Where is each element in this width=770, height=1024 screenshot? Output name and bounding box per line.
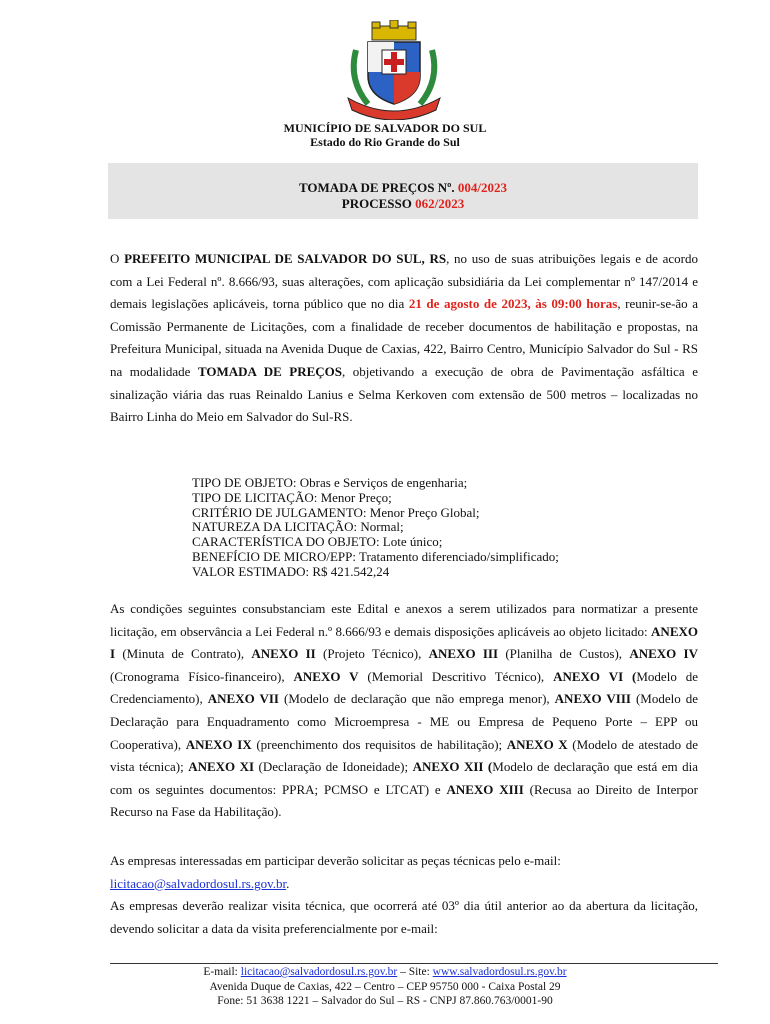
- technical-parts-paragraph: [110, 850, 698, 940]
- annex-description: (Planilha de Custos),: [498, 646, 630, 662]
- spec-judgement-criterion: CRITÉRIO DE JULGAMENTO: Menor Preço Global;: [192, 504, 480, 520]
- text-run: As condições seguintes consubstanciam este Edital e anexos a serem utilizados para normatizar a presente licitação, em observância a Lei Federal n.º 8.666/93 e demais disposições aplicáveis ao objeto licitado:: [110, 601, 698, 639]
- text-run: , no uso de suas atribuições legais e de acordo com a Lei Federal nº. 8.666/93, suas alterações, com aplicação subsidiária da Lei complementar nº 147/2014 e demais legislações aplicáveis, torna público que no dia: [110, 251, 699, 312]
- process-number: 062/2023: [415, 196, 465, 211]
- annex-label: ANEXO XIII: [446, 781, 524, 797]
- annex-label: ANEXO II: [251, 646, 316, 662]
- footer-phone: Fone: 51 3638 1221 – Salvador do Sul – RS - CNPJ 87.860.763/0001-90: [217, 995, 553, 1007]
- text-run: O: [110, 251, 125, 266]
- footer-email-label: E-mail:: [203, 966, 241, 978]
- tender-specifications: [192, 476, 692, 580]
- municipal-coat-of-arms: [338, 20, 450, 120]
- annex-label: ANEXO VII: [207, 691, 279, 707]
- annex-description: (Cronograma Físico-financeiro),: [110, 668, 294, 684]
- annex-label: ANEXO VIII: [554, 691, 631, 707]
- annex-description: (Projeto Técnico),: [315, 646, 429, 662]
- spec-object-characteristic: CARACTERÍSTICA DO OBJETO: Lote único;: [192, 534, 443, 550]
- spec-micro-epp-benefit: BENEFÍCIO DE MICRO/EPP: Tratamento diferenciado/simplificado;: [192, 548, 559, 564]
- footer-address: Avenida Duque de Caxias, 422 – Centro – CEP 95750 000 - Caixa Postal 29: [209, 981, 561, 993]
- bidding-email-link[interactable]: licitacao@salvadordosul.rs.gov.br: [110, 875, 287, 891]
- technical-parts-line: As empresas interessadas em participar deverão solicitar as peças técnicas pelo e-mail:: [110, 853, 561, 868]
- annex-description: (preenchimento dos requisitos de habilitação);: [251, 736, 507, 752]
- annex-label: ANEXO V: [293, 668, 359, 684]
- annex-description: (Declaração de Idoneidade);: [254, 759, 413, 775]
- site-visit-line: As empresas deverão realizar visita técnica, que ocorrerá até 03º dia útil anterior ao da abertura da licitação, devendo solicitar a data da visita preferencialmente por e-mail:: [110, 898, 698, 936]
- intro-paragraph: [110, 248, 698, 429]
- spec-estimated-value: VALOR ESTIMADO: R$ 421.542,24: [192, 563, 390, 579]
- spec-object-type: TIPO DE OBJETO: Obras e Serviços de engenharia;: [192, 475, 468, 490]
- annex-label: ANEXO X: [506, 736, 568, 752]
- annex-label: ANEXO XII (: [412, 759, 493, 775]
- modality-name: TOMADA DE PREÇOS: [197, 363, 343, 379]
- tender-title: [108, 180, 698, 196]
- annex-description: (Minuta de Contrato),: [115, 646, 252, 662]
- process-title: [108, 196, 698, 212]
- annex-label: ANEXO IX: [185, 736, 252, 752]
- spec-bid-type: TIPO DE LICITAÇÃO: Menor Preço;: [192, 489, 392, 505]
- annex-description: Modelo de declaração que está em dia com os seguintes documentos: PPRA; PCMSO e LTCAT) e: [110, 759, 698, 797]
- annex-description: (Recusa ao Direito de Interpor Recurso na Fase da Habilitação).: [110, 781, 698, 820]
- annex-label: ANEXO I: [110, 623, 698, 662]
- text-run: .: [286, 875, 290, 891]
- mayor-heading: PREFEITO MUNICIPAL DE SALVADOR DO SUL, RS: [124, 251, 447, 266]
- tender-number: 004/2023: [457, 180, 508, 195]
- footer-site-link[interactable]: www.salvadordosul.rs.gov.br: [432, 966, 567, 978]
- text-run: , reunir-se-ão a Comissão Permanente de Licitações, com a finalidade de receber documentos de habilitação e propostas, na Prefeitura Municipal, situada na Avenida Duque de Caxias, 422, Bairro Centro, Município Salvador do Sul - RS na modalidade: [110, 296, 699, 379]
- municipality-name: MUNICÍPIO DE SALVADOR DO SUL: [283, 121, 487, 135]
- annex-label: ANEXO III: [428, 646, 499, 662]
- spec-nature: NATUREZA DA LICITAÇÃO: Normal;: [192, 519, 404, 535]
- title-banner: [108, 163, 698, 219]
- process-title-prefix: PROCESSO: [341, 196, 416, 211]
- tender-title-prefix: TOMADA DE PREÇOS Nº.: [298, 180, 458, 195]
- annex-description: (Modelo de Declaração para Enquadramento como Microempresa - ME ou Empresa de Pequeno Porte – EPP ou Cooperativa),: [110, 691, 698, 752]
- annex-label: ANEXO IV: [629, 646, 698, 662]
- annex-label: ANEXO XI: [188, 759, 255, 775]
- text-run: , objetivando a execução de obra de Pavimentação asfáltica e sinalização viária das ruas Reinaldo Lanius e Selma Kerkoven com extensão de 500 metros – localizadas no Bairro Linha do Meio em Salvador do Sul-RS.: [110, 363, 698, 425]
- annexes-paragraph: [110, 598, 698, 824]
- state-name: Estado do Rio Grande do Sul: [310, 135, 460, 149]
- annex-label: ANEXO VI (: [553, 668, 637, 684]
- annex-description: (Memorial Descritivo Técnico),: [358, 668, 554, 684]
- meeting-date: 21 de agosto de 2023, às 09:00 horas: [408, 296, 618, 312]
- email-line: [110, 873, 698, 896]
- footer-divider: [110, 963, 718, 964]
- footer-contacts: [0, 966, 770, 978]
- footer-email-link[interactable]: licitacao@salvadordosul.rs.gov.br: [240, 966, 398, 978]
- annex-description: (Modelo de atestado de vista técnica);: [110, 736, 698, 775]
- annex-description: (Modelo de declaração que não emprega menor),: [278, 691, 555, 707]
- annex-description: Modelo de Credenciamento),: [110, 668, 698, 707]
- footer-site-label: – Site:: [397, 966, 433, 978]
